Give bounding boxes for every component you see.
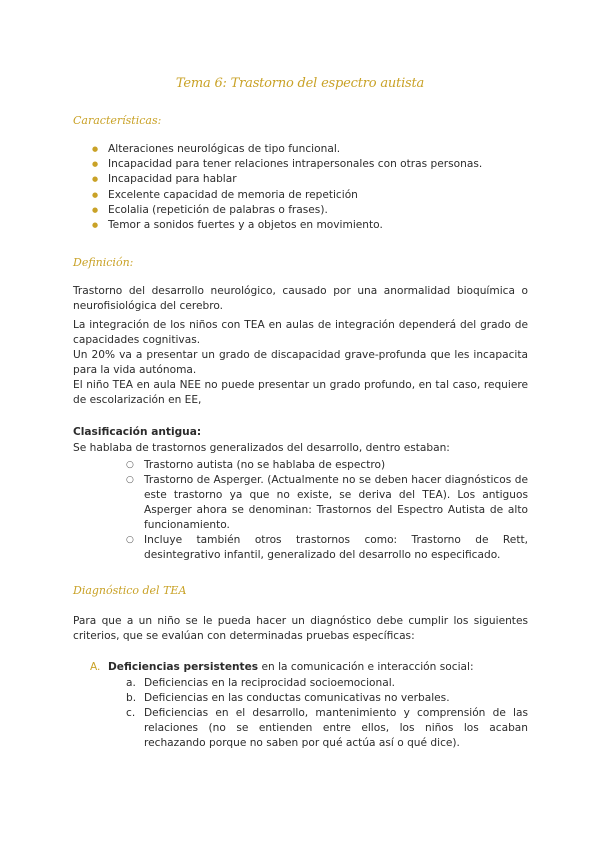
diagnostico-intro: Para que a un niño se le pueda hacer un diagnóstico debe cumplir los siguientes criterios, que se evalúan con determinadas pruebas específicas: — [73, 615, 528, 642]
list-item-text: Deficiencias en la reciprocidad socioemocional. — [144, 677, 396, 689]
clasificacion-intro: Se hablaba de trastornos generalizados del desarrollo, dentro estaban: — [73, 442, 450, 454]
clasificacion-heading: Clasificación antigua: — [73, 426, 202, 438]
caracteristicas-heading: Características: — [73, 114, 162, 127]
list-item — [126, 676, 528, 691]
list-item: ● Ecolalia (repetición de palabras o frases). — [92, 203, 482, 218]
definicion-paragraph: Un 20% va a presentar un grado de discapacidad grave-profunda que les incapacita para la vida autónoma. — [73, 349, 528, 376]
list-item: ● Excelente capacidad de memoria de repetición — [92, 188, 482, 203]
list-item: ● Incapacidad para tener relaciones intrapersonales con otras personas. — [92, 157, 482, 172]
diagnostico-heading: Diagnóstico del TEA — [73, 584, 187, 597]
page-title: Tema 6: Trastorno del espectro autista — [175, 76, 425, 91]
list-item — [126, 691, 528, 706]
list-item: ○ Trastorno de Asperger. (Actualmente no se deben hacer diagnósticos de este trastorno ya que no existe, se deriva del TEA). Los antiguos Asperger ahora se denominan: Trastornos del Espectro Autista de alto funcionamiento. — [130, 473, 528, 533]
definicion-heading: Definición: — [73, 256, 134, 269]
criterion-text: en la comunicación e interacción social: — [258, 661, 474, 673]
definicion-paragraph: Trastorno del desarrollo neurológico, causado por una anormalidad bioquímica o neurofisiológica del cerebro. — [73, 285, 528, 312]
criterion-a — [90, 660, 530, 675]
caracteristicas-list — [92, 142, 482, 233]
criterion-bold: Deficiencias persistentes — [108, 661, 259, 673]
list-item-text: Deficiencias en las conductas comunicativas no verbales. — [144, 692, 450, 704]
clasificacion-list — [130, 458, 528, 563]
list-item: ● Incapacidad para hablar — [92, 172, 482, 187]
list-marker: a. — [126, 677, 136, 689]
list-item: ● Temor a sonidos fuertes y a objetos en movimiento. — [92, 218, 482, 233]
criterion-a-sublist — [126, 676, 528, 751]
list-item: ● Alteraciones neurológicas de tipo funcional. — [92, 142, 482, 157]
definicion-paragraph: La integración de los niños con TEA en aulas de integración dependerá del grado de capacidades cognitivas. — [73, 319, 528, 346]
list-marker: b. — [126, 692, 137, 704]
list-item-text: Deficiencias en el desarrollo, mantenimiento y comprensión de las relaciones (no se entienden entre ellos, los niños los acaban rechazando porque no saben por qué actúa así o qué dice). — [144, 707, 528, 749]
criterion-letter: A. — [90, 661, 101, 673]
list-item: ○ Trastorno autista (no se hablaba de espectro) — [130, 458, 528, 473]
list-marker: c. — [126, 707, 136, 719]
definicion-paragraph: El niño TEA en aula NEE no puede presentar un grado profundo, en tal caso, requiere de escolarización en EE, — [73, 379, 528, 406]
list-item — [126, 706, 528, 751]
list-item: ○ Incluye también otros trastornos como: Trastorno de Rett, desintegrativo infantil, generalizado del desarrollo no especificado. — [130, 533, 528, 563]
